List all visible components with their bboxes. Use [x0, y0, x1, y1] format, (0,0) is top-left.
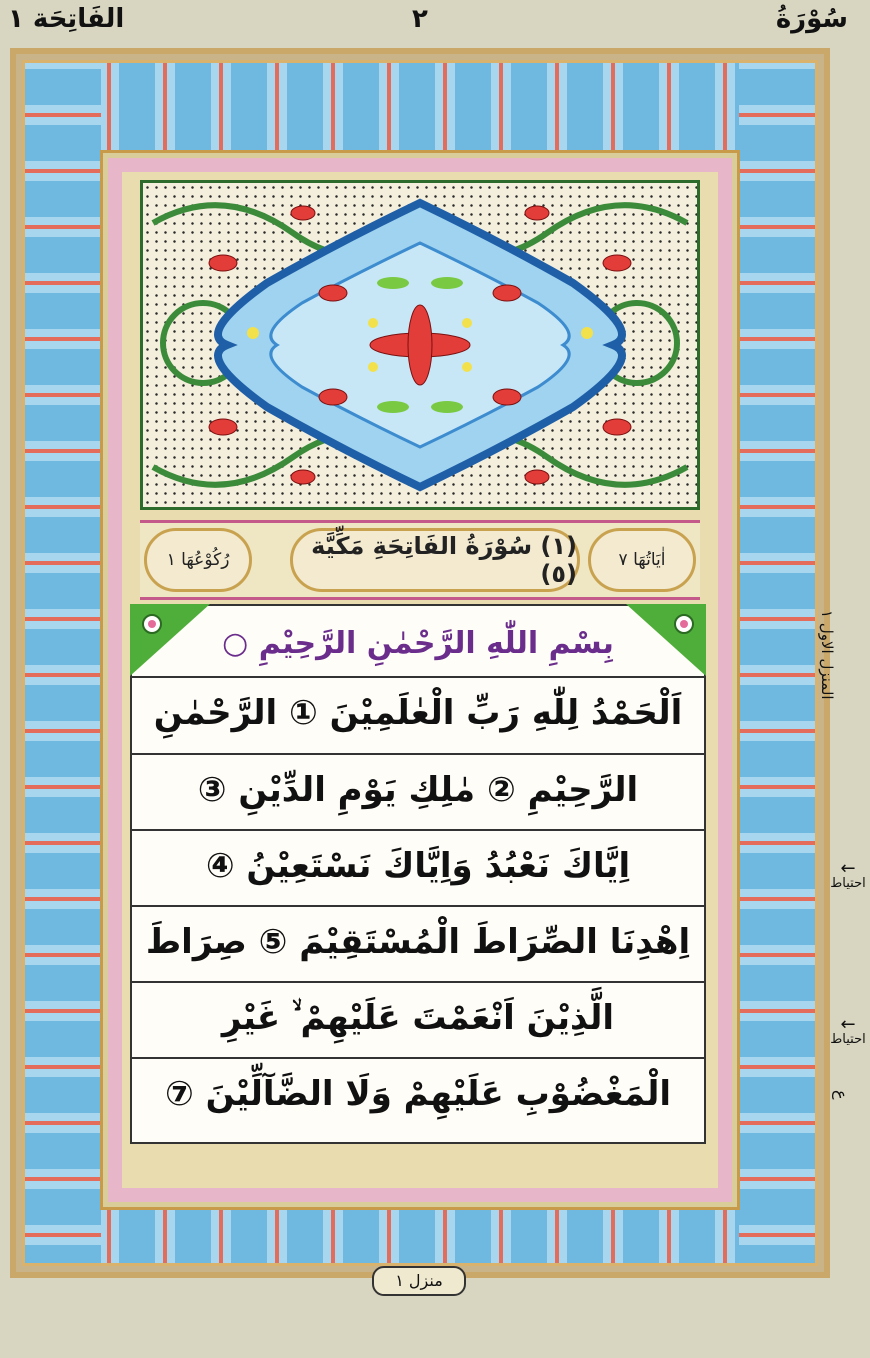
illumination-panel — [140, 180, 700, 510]
floral-medallion-icon — [143, 183, 697, 507]
arrow-left-icon: ← — [840, 858, 856, 879]
verse-line: الَّذِيْنَ اَنْعَمْتَ عَلَيْهِمْ ۙ غَيْرِ — [132, 981, 704, 1053]
verse-line: الرَّحِيْمِ ② مٰلِكِ يَوْمِ الدِّيْنِ ③ — [132, 753, 704, 825]
ayat-count: اٰيَاتُهَا ٧ — [588, 528, 696, 592]
header-page-number: ٢ — [412, 4, 428, 34]
manzil-footer: منزل ١ — [372, 1266, 466, 1296]
arrow-left-icon: ← — [840, 1014, 856, 1035]
verse-line: اَلْحَمْدُ لِلّٰهِ رَبِّ الْعٰلَمِيْنَ ① الرَّحْمٰنِ — [132, 676, 704, 748]
bismillah: بِسْمِ اللّٰهِ الرَّحْمٰنِ الرَّحِيْمِ ○ — [222, 626, 614, 661]
ruku-margin-mark: ع — [832, 1090, 851, 1100]
corner-ornament-left-icon — [130, 604, 210, 676]
header-surah-name: الفَاتِحَة ١ — [8, 4, 125, 34]
manzil-margin-note: المنزل الاول ١ — [818, 610, 836, 700]
blue-border-left — [25, 63, 101, 1263]
surah-title: (١) سُوْرَةُ الفَاتِحَةِ مَكِّيَّة (٥) — [290, 528, 580, 592]
ihtiyat-note: ← احتياط — [826, 1018, 870, 1047]
corner-ornament-right-icon — [626, 604, 706, 676]
header-surah-label: سُوْرَةُ — [775, 4, 848, 34]
ihtiyat-note: ← احتياط — [826, 862, 870, 891]
ruku-count: رُكُوْعُهَا ١ — [144, 528, 252, 592]
verse-line: اِهْدِنَا الصِّرَاطَ الْمُسْتَقِيْمَ ⑤ صِرَاطَ — [132, 905, 704, 977]
verse-line: اِيَّاكَ نَعْبُدُ وَاِيَّاكَ نَسْتَعِيْنُ ④ — [132, 829, 704, 901]
blue-border-right — [739, 63, 815, 1263]
verse-line: الْمَغْضُوْبِ عَلَيْهِمْ وَلَا الضَّآلِّيْنَ ⑦ — [132, 1057, 704, 1142]
